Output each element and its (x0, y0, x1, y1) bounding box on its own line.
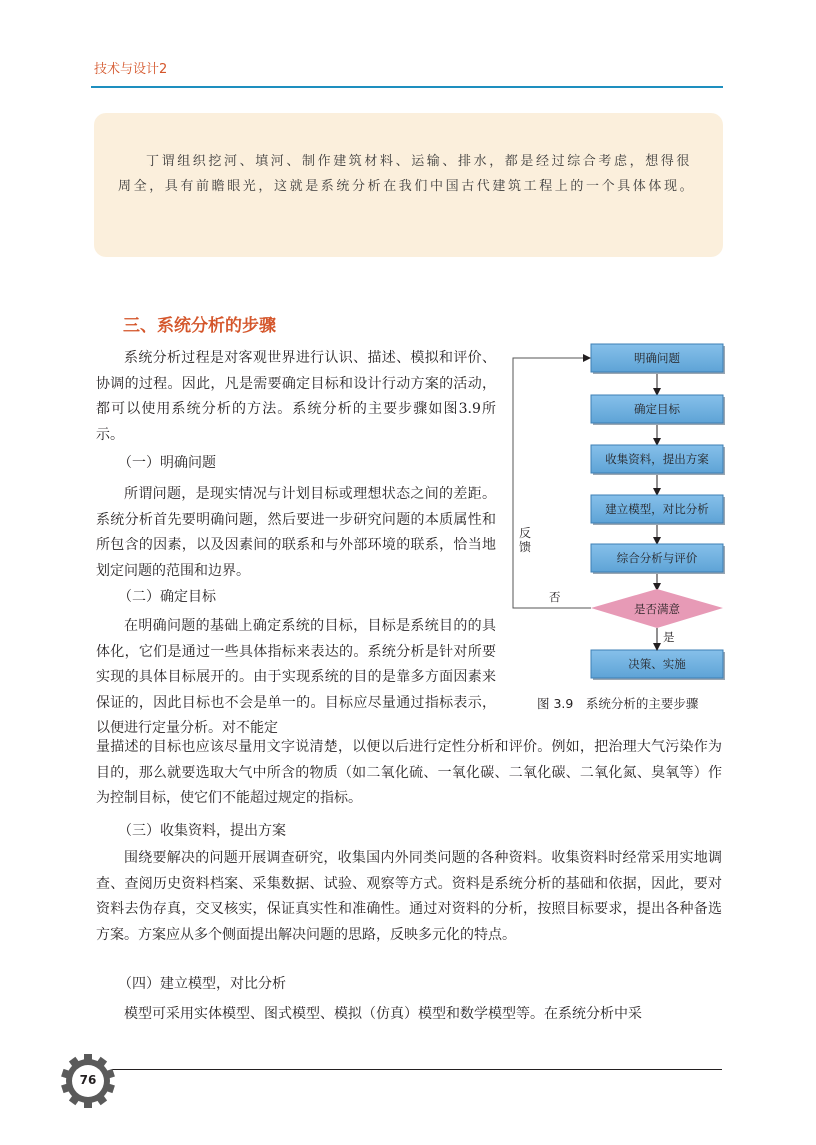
flow-step-5 (591, 544, 725, 574)
subsection-heading-4: （四）建立模型，对比分析 (118, 976, 286, 992)
flow-final-step (591, 650, 725, 680)
decision-label: 是否满意 (634, 602, 680, 616)
flow-step-4-label: 建立模型，对比分析 (605, 502, 709, 516)
flow-step-2-label: 确定目标 (634, 402, 680, 416)
flow-step-1-label: 明确问题 (634, 351, 680, 365)
intro-paragraph: 系统分析过程是对客观世界进行认识、描述、模拟和评价、协调的过程。因此，凡是需要确定目标和设计行动方案的活动，都可以使用系统分析的方法。系统分析的主要步骤如图3.9所示。 (96, 350, 496, 443)
flowchart (505, 335, 745, 695)
feedback-line (513, 358, 591, 608)
subsection-heading-1: （一）明确问题 (118, 455, 216, 471)
subsection-body-3: 围绕要解决的问题开展调查研究，收集国内外同类问题的各种资料。收集资料时经常采用实地调查、查阅历史资料档案、采集数据、试验、观察等方式。资料是系统分析的基础和依据，因此，要对资料去伪存真，交叉核实，保证真实性和准确性。通过对资料的分析，按照目标要求，提出各种备选方案。方案应从多个侧面提出解决问题的思路，反映多元化的特点。 (96, 850, 722, 943)
feedback-label-1: 反 (519, 526, 532, 540)
flow-step-1 (591, 344, 725, 374)
footer-divider (112, 1069, 722, 1070)
no-label: 否 (549, 590, 561, 604)
flow-step-5-label: 综合分析与评价 (616, 551, 698, 565)
decision-node (591, 589, 723, 628)
figure-caption: 图 3.9 系统分析的主要步骤 (537, 696, 699, 711)
section-title: 三、系统分析的步骤 (123, 316, 276, 336)
subsection-body-4: 模型可采用实体模型、图式模型、模拟（仿真）模型和数学模型等。在系统分析中采 (124, 1006, 642, 1022)
yes-label: 是 (663, 630, 675, 644)
subsection-heading-3: （三）收集资料，提出方案 (118, 823, 286, 839)
flow-step-4 (591, 495, 725, 525)
callout-box (94, 113, 723, 257)
flow-step-2 (591, 395, 725, 425)
flow-final-step-label: 决策、实施 (628, 657, 686, 671)
flow-step-3-label: 收集资料，提出方案 (605, 452, 709, 466)
page-number: 76 (79, 1073, 97, 1087)
subsection-body-2a: 在明确问题的基础上确定系统的目标，目标是系统目的的具体化，它们是通过一些具体指标来表达的。系统分析是针对所要实现的具体目标展开的。由于实现系统的目的是靠多方面因素来保证的，因此目标也不会是单一的。目标应尽量通过指标表示，以便进行定量分析。对不能定 (96, 618, 496, 736)
subsection-heading-2: （二）确定目标 (118, 589, 216, 605)
running-header: 技术与设计2 (94, 62, 168, 77)
feedback-label-2: 馈 (519, 540, 532, 554)
callout-text: 丁谓组织挖河、填河、制作建筑材料、运输、排水，都是经过综合考虑，想得很周全，具有前瞻眼光，这就是系统分析在我们中国古代建筑工程上的一个具体体现。 (118, 154, 696, 194)
subsection-body-2b: 量描述的目标也应该尽量用文字说清楚，以便以后进行定性分析和评价。例如，把治理大气污染作为目的，那么就要选取大气中所含的物质（如二氧化硫、一氧化碳、二氧化碳、二氧化氮、臭氧等）作为控制目标，使它们不能超过规定的指标。 (96, 739, 722, 806)
subsection-body-1: 所谓问题，是现实情况与计划目标或理想状态之间的差距。系统分析首先要明确问题，然后要进一步研究问题的本质属性和所包含的因素，以及因素间的联系和与外部环境的联系，恰当地划定问题的范围和边界。 (96, 486, 496, 579)
flow-step-3 (591, 445, 725, 475)
header-divider (91, 86, 723, 88)
